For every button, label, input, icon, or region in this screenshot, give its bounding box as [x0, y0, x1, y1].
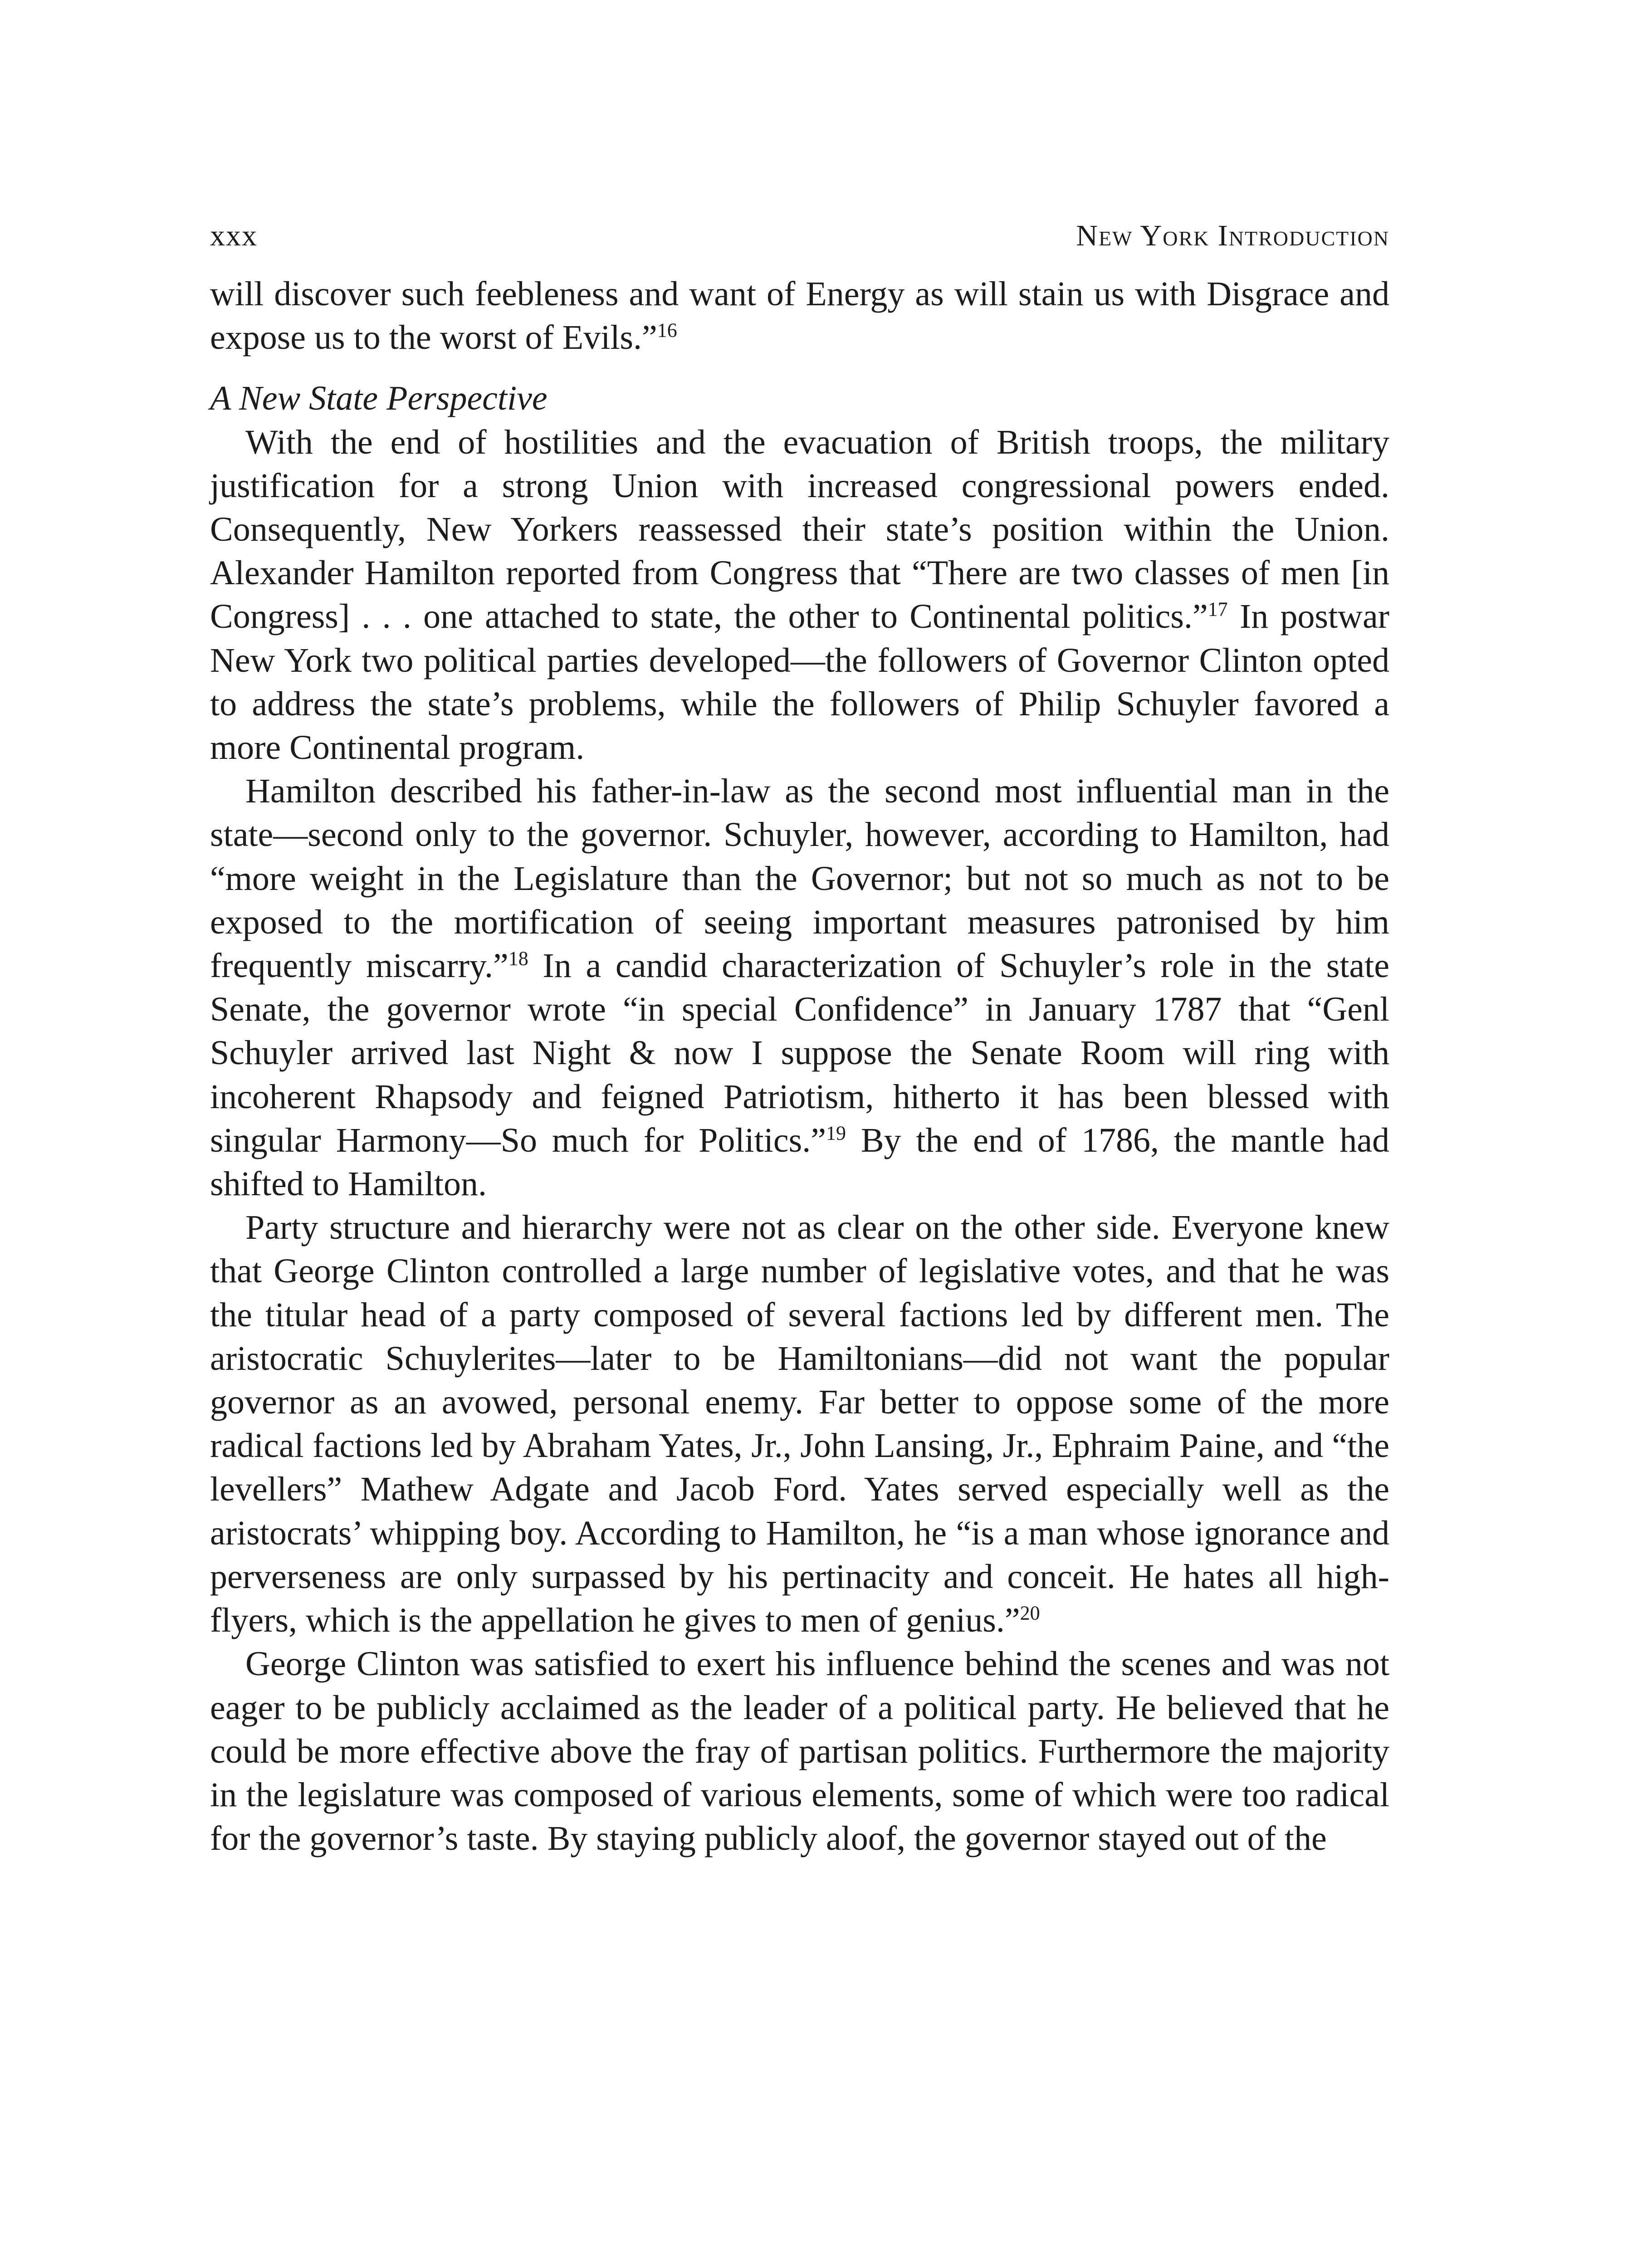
body-text [210, 272, 1389, 1860]
paragraph-text: Party structure and hierarchy were not as clear on the other side. Everyone knew that George Clinton controlled a large number of legislative votes, and that he was the titular head of a party composed of several factions led by different men. The aristocratic Schuylerites—later to be Hamiltonians—did not want the popular governor as an avowed, personal enemy. Far better to oppose some of the more radical factions led by Abraham Yates, Jr., John Lansing, Jr., Ephraim Paine, and “the levellers” Mathew Adgate and Jacob Ford. Yates served especially well as the aristocrats’ whipping boy. According to Hamilton, he “is a man whose ignorance and perverseness are only surpassed by his pertinacity and conceit. He hates all high-flyers, which is the appellation he gives to men of genius.” [210, 1208, 1389, 1640]
paragraph-text: With the end of hostilities and the evacuation of British troops, the military justification for a strong Union with increased congressional powers ended. Consequently, New Yorkers reassessed their state’s position within the Union. Alexander Hamilton reported from Congress that “There are two classes of men [in Congress] . . . one attached to state, the other to Continental politics.” [210, 423, 1389, 636]
paragraph-text: Hamilton described his father-in-law as the second most influential man in the state—second only to the governor. Schuyler, however, according to Hamilton, had “more weight in the Legislature than the Governor; but not so much as not to be exposed to the mortification of seeing important measures patronised by him frequently miscarry.” [210, 772, 1389, 985]
paragraph [210, 420, 1389, 770]
paragraph-continued [210, 272, 1389, 359]
footnote-ref: 16 [657, 319, 677, 342]
paragraph [210, 1642, 1389, 1860]
footnote-ref: 18 [508, 947, 528, 970]
footnote-ref: 17 [1208, 598, 1228, 621]
running-title: New York Introduction [1076, 219, 1389, 252]
book-page [210, 218, 1389, 1860]
footnote-ref: 20 [1020, 1602, 1040, 1624]
paragraph-text: In postwar New York two political parties developed—the followers of Governor Clinton opted to address the state’s problems, while the followers of Philip Schuyler favored a more Continental program. [210, 597, 1389, 767]
footnote-ref: 19 [826, 1122, 846, 1144]
paragraph-text: George Clinton was satisfied to exert his influence behind the scenes and was not eager to be publicly acclaimed as the leader of a political party. He believed that he could be more effective above the fray of partisan politics. Furthermore the majority in the legislature was composed of various elements, some of which were too radical for the governor’s taste. By staying publicly aloof, the governor stayed out of the [210, 1645, 1389, 1858]
page-number: xxx [210, 219, 258, 252]
running-head [210, 218, 1389, 254]
paragraph-text: will discover such feebleness and want of Energy as will stain us with Disgrace and expose us to the worst of Evils.” [210, 275, 1389, 357]
paragraph [210, 1206, 1389, 1642]
paragraph-text: In a candid characterization of Schuyler’s role in the state Senate, the governor wrote “in special Confidence” in January 1787 that “Genl Schuyler arrived last Night & now I suppose the Senate Room will ring with incoherent Rhapsody and feigned Patriotism, hitherto it has been blessed with singular Harmony—So much for Politics.” [210, 947, 1390, 1159]
section-heading: A New State Perspective [210, 379, 548, 418]
paragraph [210, 769, 1389, 1206]
paragraph-text: By the end of 1786, the mantle had shifted to Hamilton. [210, 1121, 1389, 1203]
